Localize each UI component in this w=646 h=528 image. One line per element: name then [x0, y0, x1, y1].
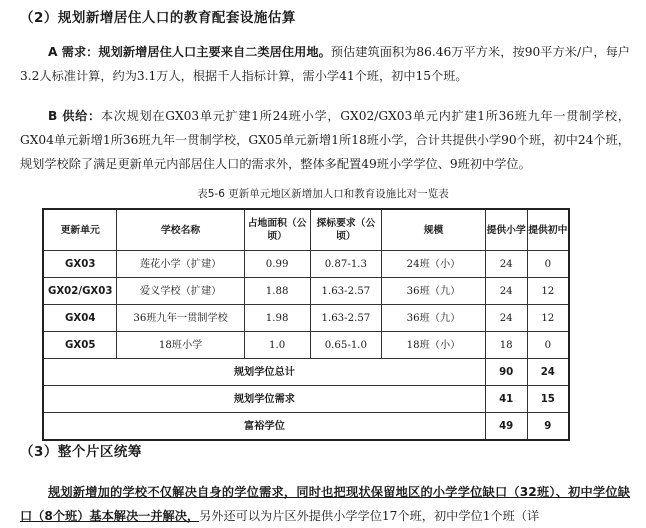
table-row	[43, 251, 569, 278]
demand-bold-text: 规划新增居住人口主要来自二类居住用地。	[98, 45, 331, 59]
summary-middle: 15	[527, 386, 569, 413]
cell-primary: 24	[485, 305, 527, 332]
coordination-underlined: 规划新增加的学校不仅解决自身的学位需求，同时也把现状保留地区的小学学位缺口（32班）、初中学位缺口（8个班）基本解决一并解决，	[20, 485, 630, 523]
summary-middle: 9	[527, 413, 569, 441]
section-heading-2: （2）规划新增居住人口的教育配套设施估算	[20, 10, 296, 26]
cell-unit: GX04	[43, 305, 117, 332]
cell-scale: 36班（九）	[382, 305, 486, 332]
table-row	[43, 305, 569, 332]
table-row	[43, 332, 569, 359]
section-heading-3: （3）整个片区统筹	[20, 444, 142, 460]
cell-middle: 12	[527, 305, 569, 332]
summary-label: 富裕学位	[43, 413, 485, 441]
cell-primary: 24	[485, 278, 527, 305]
cell-area: 0.99	[244, 251, 310, 278]
cell-school: 18班小学	[117, 332, 244, 359]
summary-label: 规划学位总计	[43, 359, 485, 386]
summary-row-surplus	[43, 413, 569, 441]
demand-label: A 需求：	[48, 45, 99, 59]
cell-unit: GX03	[43, 251, 117, 278]
cell-school: 莲花小学（扩建）	[117, 251, 244, 278]
cell-standard: 1.63-2.57	[310, 305, 382, 332]
cell-unit: GX05	[43, 332, 117, 359]
cell-unit: GX02/GX03	[43, 278, 117, 305]
cell-primary: 18	[485, 332, 527, 359]
cell-school: 36班九年一贯制学校	[117, 305, 244, 332]
summary-primary: 41	[485, 386, 527, 413]
summary-primary: 90	[485, 359, 527, 386]
cell-middle: 0	[527, 251, 569, 278]
cell-middle: 0	[527, 332, 569, 359]
header-scale: 规模	[382, 209, 486, 251]
summary-middle: 24	[527, 359, 569, 386]
cell-area: 1.88	[244, 278, 310, 305]
cell-scale: 36班（九）	[382, 278, 486, 305]
header-school: 学校名称	[117, 209, 244, 251]
supply-text: 本次规划在GX03单元扩建1所24班小学，GX02/GX03单元内扩建1所36班九年一贯制学校，GX04单元新增1所36班九年一贯制学校，GX05单元新增1所18班小学，合计共提供小学90个班，初中24个班，规划学校除了满足更新单元内部居住人口的需求外，整体多配置49班小学学位、9班初中学位。	[20, 109, 630, 171]
cell-scale: 24班（小）	[382, 251, 486, 278]
header-unit: 更新单元	[43, 209, 117, 251]
summary-label: 规划学位需求	[43, 386, 485, 413]
paragraph-supply	[20, 104, 630, 176]
header-primary: 提供小学	[485, 209, 527, 251]
supply-label: B 供给：	[48, 109, 101, 123]
table-header-row	[43, 209, 569, 251]
paragraph-demand	[20, 40, 630, 88]
header-middle: 提供初中	[527, 209, 569, 251]
header-standard: 探标要求（公顷）	[310, 209, 382, 251]
paragraph-coordination	[20, 480, 630, 528]
table-caption: 表5-6 更新单元地区新增加人口和教育设施比对一览表	[197, 188, 449, 200]
summary-row-total	[43, 359, 569, 386]
coordination-text: 另外还可以为片区外提供小学学位17个班，初中学位1个班（详	[199, 509, 540, 523]
table-row	[43, 278, 569, 305]
summary-row-demand	[43, 386, 569, 413]
cell-scale: 18班（小）	[382, 332, 486, 359]
education-table	[42, 208, 570, 441]
cell-area: 1.0	[244, 332, 310, 359]
cell-school: 爱义学校（扩建）	[117, 278, 244, 305]
cell-standard: 0.87-1.3	[310, 251, 382, 278]
cell-standard: 0.65-1.0	[310, 332, 382, 359]
cell-primary: 24	[485, 251, 527, 278]
cell-standard: 1.63-2.57	[310, 278, 382, 305]
header-area: 占地面积（公顷）	[244, 209, 310, 251]
cell-area: 1.98	[244, 305, 310, 332]
summary-primary: 49	[485, 413, 527, 441]
cell-middle: 12	[527, 278, 569, 305]
demand-text: 预估建筑面积为86.46万平方米，按90平方米/户，每户3.2人标准计算，约为3.1万人，根据千人指标计算，需小学41个班，初中15个班。	[20, 45, 630, 83]
